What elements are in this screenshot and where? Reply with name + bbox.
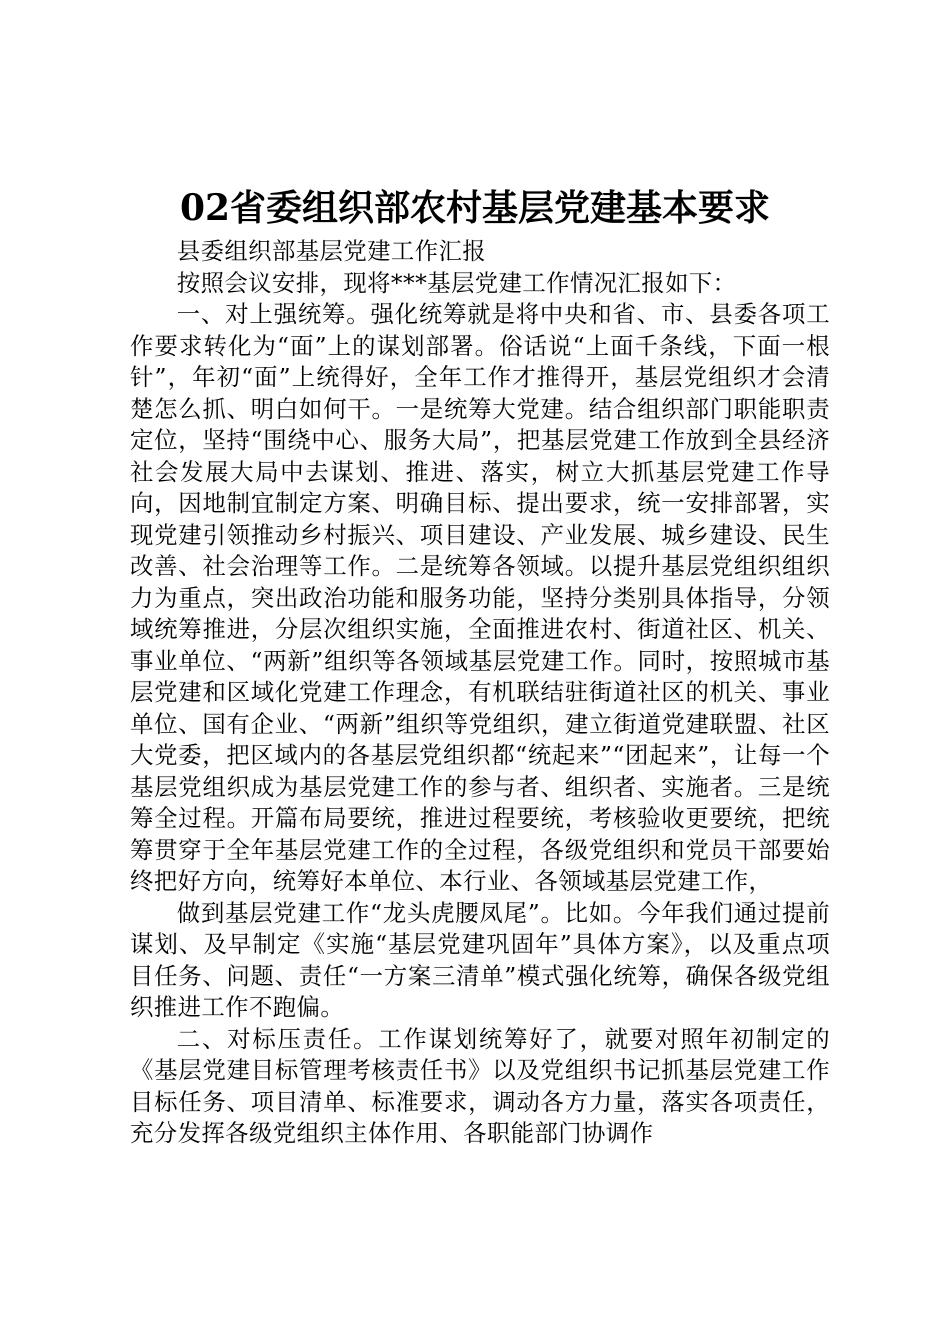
paragraph-section-one: 一、对上强统筹。强化统筹就是将中央和省、市、县委各项工作要求转化为“面”上的谋划部署。俗话说“上面千条线，下面一根针”，年初“面”上统得好，全年工作才推得开，基层党组织才会清楚怎么抓、明白如何干。一是统筹大党建。结合组织部门职能职责定位，坚持“围绕中心、服务大局”，把基层党建工作放到全县经济社会发展大局中去谋划、推进、落实，树立大抓基层党建工作导向，因地制宜制定方案、明确目标、提出要求，统一安排部署，实现党建引领推动乡村振兴、项目建设、产业发展、城乡建设、民生改善、社会治理等工作。二是统筹各领域。以提升基层党组织组织力为重点，突出政治功能和服务功能，坚持分类别具体指导，分领域统筹推进，分层次组织实施，全面推进农村、街道社区、机关、事业单位、“两新”组织等各领域基层党建工作。同时，按照城市基层党建和区域化党建工作理念，有机联结驻街道社区的机关、事业单位、国有企业、“两新”组织等党组织，建立街道党建联盟、社区大党委，把区域内的各基层党组织都“统起来”“团起来”，让每一个基层党组织成为基层党建工作的参与者、组织者、实施者。三是统筹全过程。开篇布局要统，推进过程要统，考核验收更要统，把统筹贯穿于全年基层党建工作的全过程，各级党组织和党员干部要始终把好方向，统筹好本单位、本行业、各领域基层党建工作，	[130, 300, 830, 895]
document-body	[130, 236, 830, 1150]
paragraph-report-heading: 县委组织部基层党建工作汇报	[176, 237, 487, 265]
paragraph-section-two: 二、对标压责任。工作谋划统筹好了，就要对照年初制定的《基层党建目标管理考核责任书》以及党组织书记抓基层党建工作目标任务、项目清单、标准要求，调动各方力量，落实各项责任，充分发挥各级党组织主体作用、各职能部门协调作	[130, 1024, 830, 1147]
paragraph-intro: 按照会议安排，现将***基层党建工作情况汇报如下：	[176, 268, 737, 297]
paragraph-section-one-continued: 做到基层党建工作“龙头虎腰凤尾”。比如。今年我们通过提前谋划、及早制定《实施“基层党建巩固年”具体方案》，以及重点项目任务、问题、责任“一方案三清单”模式强化统筹，确保各级党组织推进工作不跑偏。	[130, 898, 830, 1021]
document-title: 02省委组织部农村基层党建基本要求	[179, 187, 771, 229]
